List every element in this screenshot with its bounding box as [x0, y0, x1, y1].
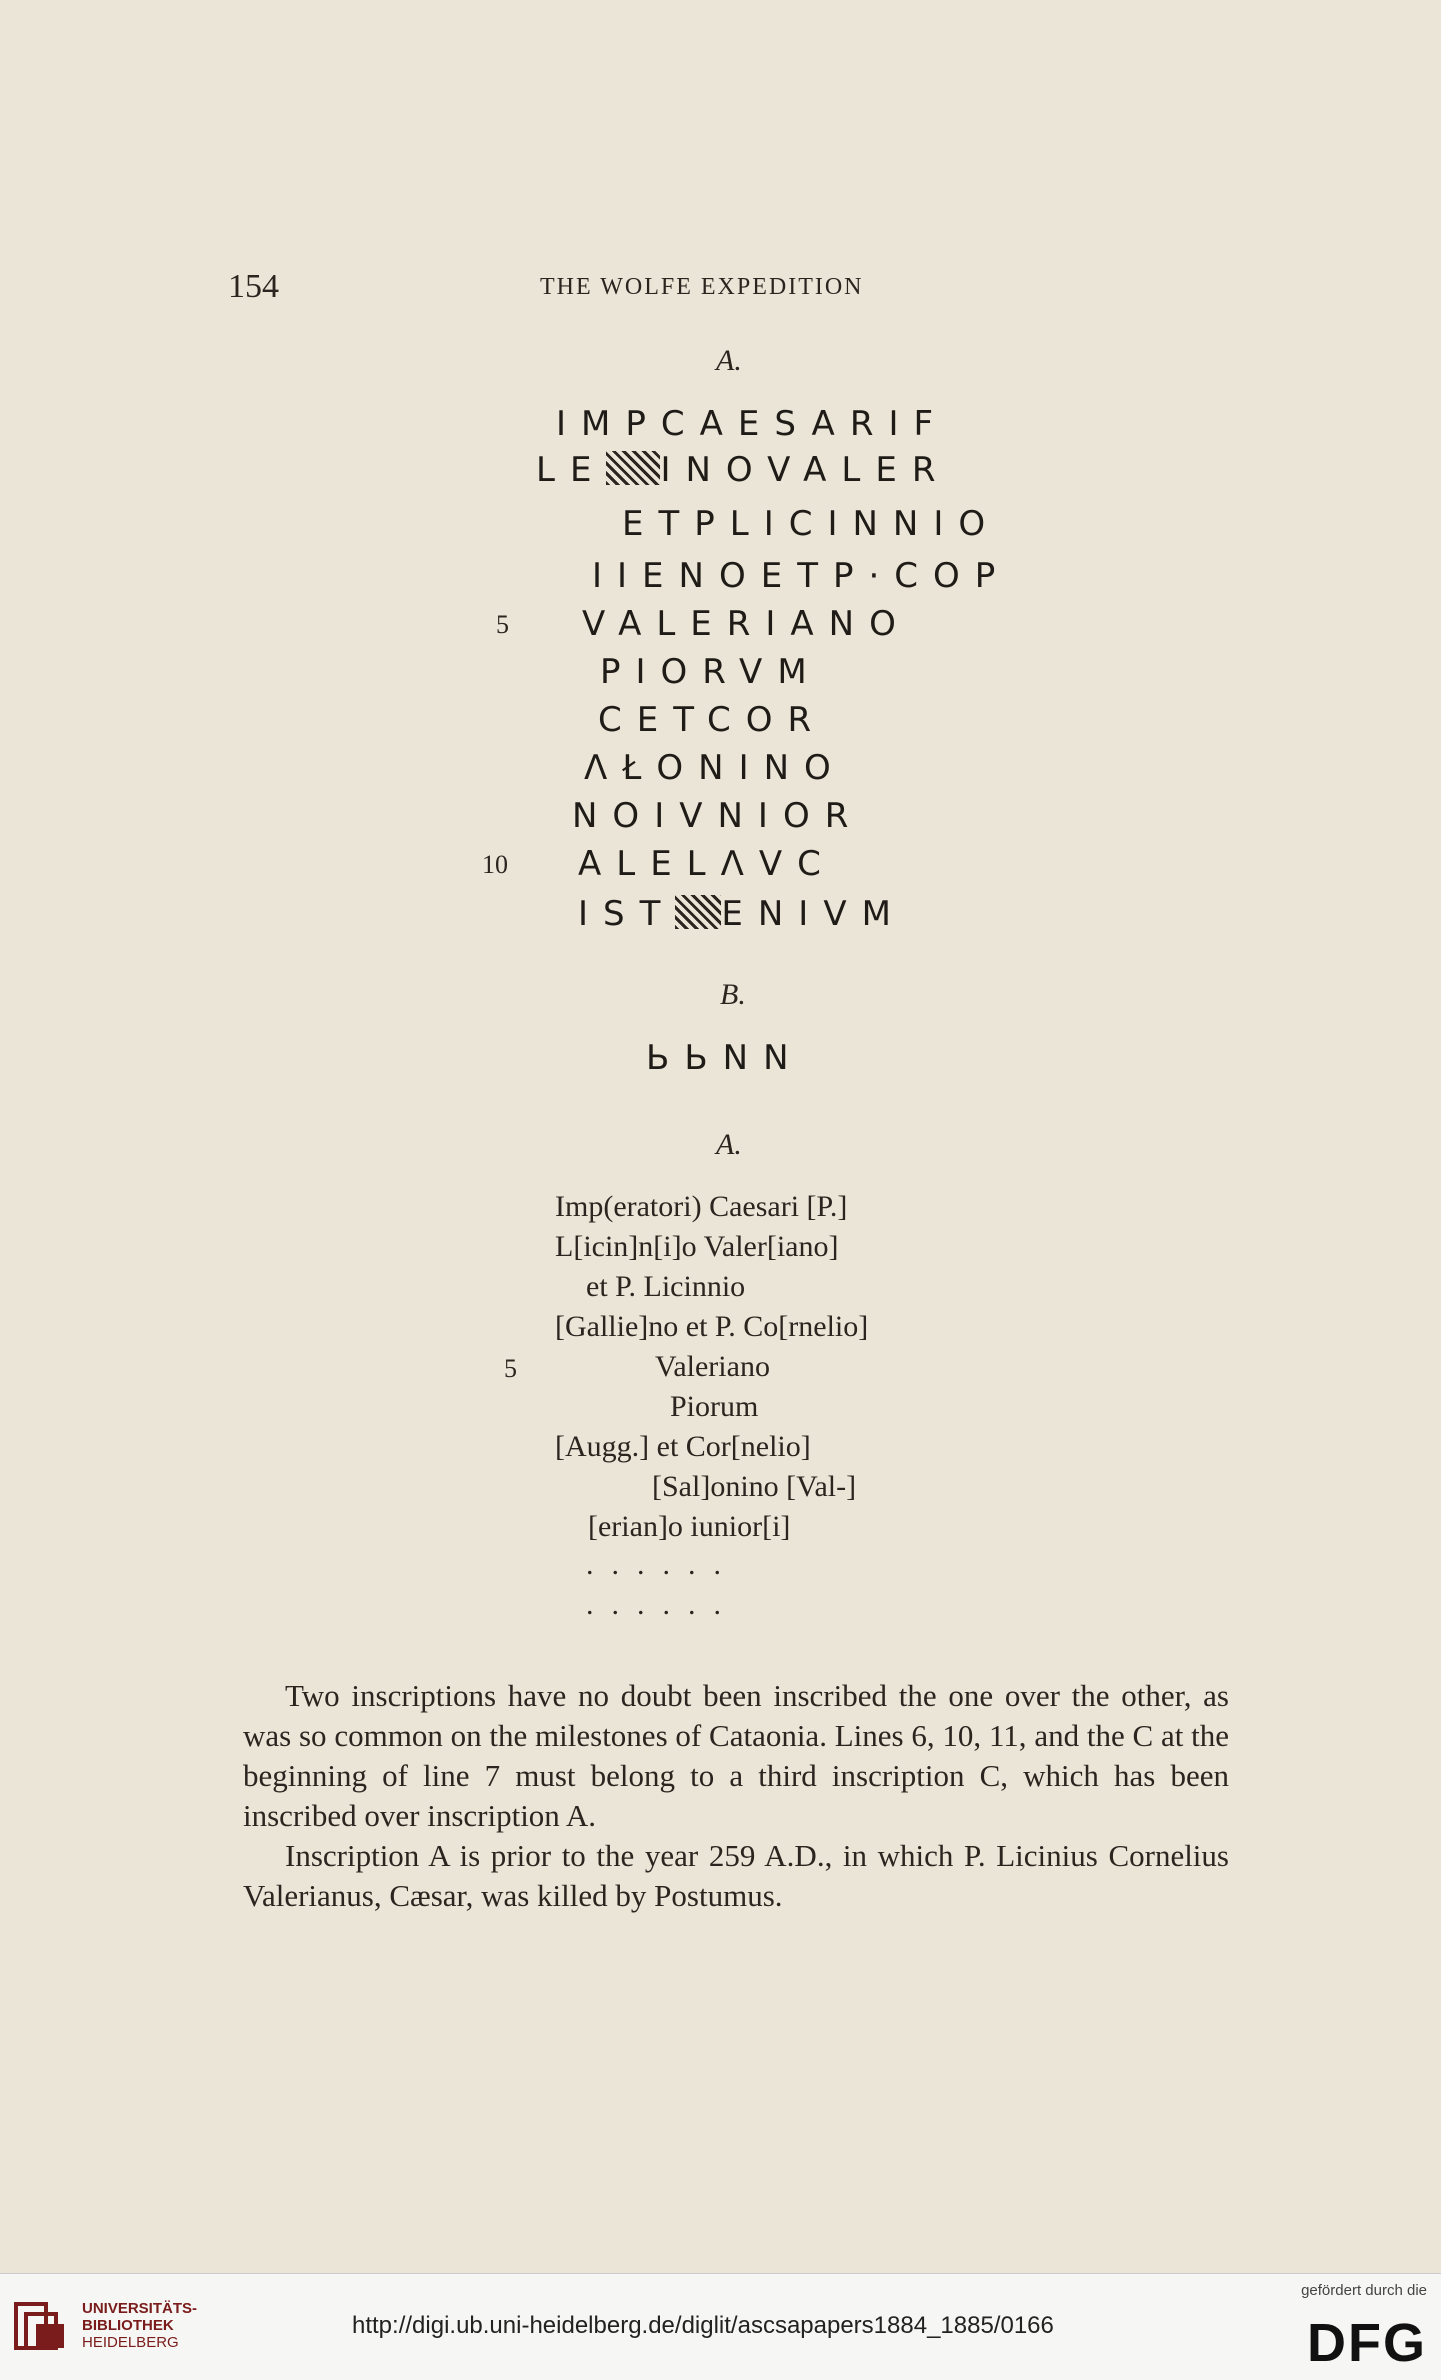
- inscription-line-4: IIENOETP·COP: [592, 556, 1011, 596]
- inscription-line-2: [536, 450, 950, 490]
- inscription-line-8: ΛŁONINO: [584, 748, 846, 788]
- inscription-line-6: PIORVM: [600, 652, 822, 692]
- transcription-line-2: L[icin]n[i]o Valer[iano]: [555, 1230, 839, 1263]
- digitization-footer: [0, 2273, 1441, 2380]
- damaged-area-hatch: [675, 895, 721, 929]
- section-a-transcription-label: A.: [716, 1128, 742, 1161]
- inscription-line-2-end: INOVALER: [660, 450, 951, 490]
- transcription-line-3: et P. Licinnio: [586, 1270, 746, 1303]
- transcription-line-4: [Gallie]no et P. Co[rnelio]: [555, 1310, 869, 1343]
- inscription-line-3: ETPLICINNIO: [622, 504, 1001, 544]
- inscription-line-11-start: IST: [578, 894, 676, 934]
- inscription-line-5: VALERIANO: [582, 604, 911, 644]
- inscription-line-2-start: LE: [536, 450, 607, 490]
- library-name-line-2: BIBLIOTHEK: [82, 2317, 174, 2334]
- damaged-area-hatch: [606, 451, 660, 485]
- section-b-label: B.: [720, 978, 746, 1011]
- university-library-logo-icon: [12, 2298, 68, 2354]
- transcription-line-7: [Augg.] et Cor[nelio]: [555, 1430, 811, 1463]
- transcription-line-number-5: 5: [504, 1354, 517, 1383]
- inscription-line-11: [578, 894, 906, 934]
- commentary-paragraph-2: Inscription A is prior to the year 259 A.D., in which P. Licinius Cornelius Valerianus, Cæsar, was killed by Postumus.: [243, 1838, 1229, 1913]
- running-title: THE WOLFE EXPEDITION: [540, 274, 864, 300]
- inscription-line-11-end: ENIVM: [721, 894, 906, 934]
- commentary: [243, 1676, 1229, 1916]
- transcription-line-9: [erian]o iunior[i]: [588, 1510, 791, 1543]
- library-name: [82, 2300, 197, 2351]
- transcription-line-5: Valeriano: [655, 1350, 770, 1383]
- inscription-line-1: IMPCAESARIF: [556, 404, 949, 444]
- commentary-paragraph-1: Two inscriptions have no doubt been inscribed the one over the other, as was so common on the milestones of Cataonia. Lines 6, 10, 11, and the C at the beginning of line 7 must belong to a third inscription C, which has been inscribed over inscription A.: [243, 1678, 1229, 1833]
- section-a-label: A.: [716, 344, 742, 377]
- dfg-logo: DFG: [1307, 2313, 1427, 2373]
- library-name-line-1: UNIVERSITÄTS-: [82, 2300, 198, 2317]
- transcription-line-8: [Sal]onino [Val-]: [652, 1470, 857, 1503]
- inscription-line-7: CETCOR: [598, 700, 827, 740]
- inscription-b: ЬЬNN: [646, 1038, 804, 1078]
- funding-label: gefördert durch die: [1301, 2282, 1427, 2299]
- ellipsis-row-1: ......: [586, 1548, 739, 1581]
- transcription-line-1: Imp(eratori) Caesari [P.]: [555, 1190, 848, 1223]
- permalink-url[interactable]: http://digi.ub.uni-heidelberg.de/diglit/ascsapapers1884_1885/0166: [352, 2312, 1054, 2339]
- library-name-line-3: HEIDELBERG: [82, 2334, 179, 2351]
- inscription-line-9: NOIVNIOR: [572, 796, 864, 836]
- line-number-5: 5: [496, 610, 509, 639]
- transcription-line-6: Piorum: [670, 1390, 759, 1423]
- inscription-line-10: ALELΛVC: [578, 844, 836, 884]
- line-number-10: 10: [482, 850, 508, 879]
- ellipsis-row-2: ......: [586, 1588, 739, 1621]
- running-header: [0, 268, 1441, 308]
- page-number: 154: [228, 268, 279, 305]
